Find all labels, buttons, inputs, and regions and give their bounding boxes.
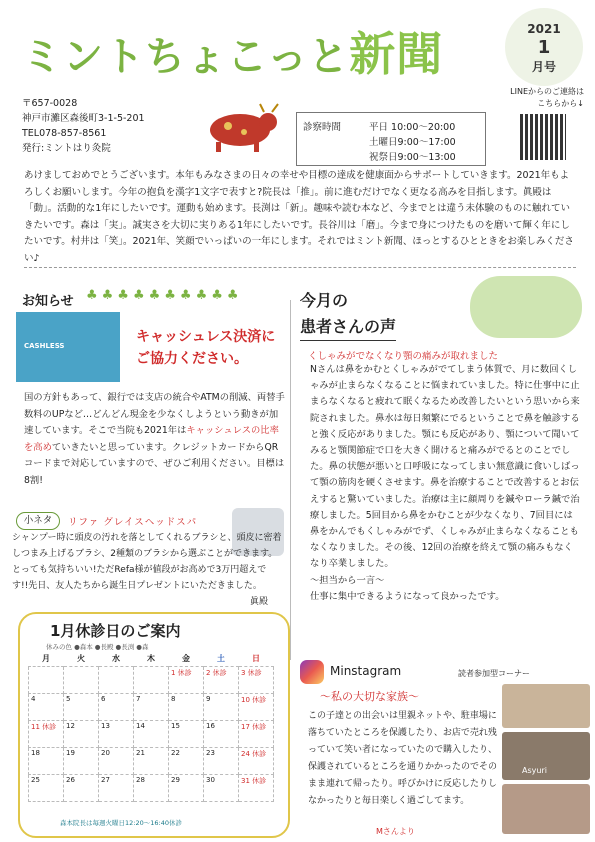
calendar-day-cell: [29, 667, 64, 694]
calendar-day-cell: 26: [64, 775, 99, 802]
tip-body: シャンプー時に頭皮の汚れを落としてくれるブラシと、頭皮に密着しつまみ上げるブラシ、2種類のブラシから選ぶことができます。とっても気持ちいい!ただRefa様が値段がお高めで3万円超えです!!先日、友人たちから誕生日プレゼントにいただきました。: [12, 533, 282, 591]
issue-year: 2021: [527, 22, 561, 36]
calendar-day-cell: 20: [99, 748, 134, 775]
cashless-headline-2: ご協力ください。: [136, 351, 248, 367]
line-qr-code[interactable]: [520, 114, 566, 160]
ox-illustration: [198, 96, 282, 154]
cashless-headline: [136, 326, 275, 370]
calendar-day-cell: 7: [134, 694, 169, 721]
insta-subheading: 読者参加型コーナー: [458, 669, 530, 678]
voice-heading: [300, 288, 396, 341]
tip-signature: 眞殿: [250, 597, 269, 607]
hours-label: 診察時間: [303, 122, 342, 133]
newsletter-title: [22, 18, 443, 84]
calendar-day-header: 月: [29, 650, 64, 667]
calendar-day-cell: 16: [204, 721, 239, 748]
notice-body-highlight: キャッシュレスの比率を高め: [24, 425, 279, 453]
line-caption-1: LINEからのご連絡は: [510, 87, 584, 96]
publisher: 発行:ミントはり灸院: [22, 143, 111, 154]
photo-caption: Asyuri: [522, 766, 547, 775]
notice-body-1: 国の方針もあって、銀行では支店の統合やATMの削減、両替手数料のUPなど…どんどん現金を少なくしようという動きが加速しています。そこで当院も2021年は: [24, 392, 285, 436]
hours-holiday: 祝祭日9:00〜13:00: [369, 152, 456, 163]
calendar-day-cell: 2 休診: [204, 667, 239, 694]
calendar-day-cell: 3 休診: [239, 667, 274, 694]
calendar-day-cell: [64, 667, 99, 694]
calendar-day-cell: 24 休診: [239, 748, 274, 775]
notice-body: [24, 390, 286, 489]
cashless-image: [16, 312, 120, 382]
calendar-day-cell: 6: [99, 694, 134, 721]
issue-month: 1: [537, 37, 551, 58]
postal-code: 〒657-0028: [22, 98, 78, 109]
notice-body-2: ていきたいと思っています。クレジットカードからQRコードまで対応していますので、ぜひご利用ください。目標は8割!: [24, 441, 285, 486]
calendar-day-cell: 30: [204, 775, 239, 802]
cat-photo: [502, 684, 590, 728]
issue-badge: [505, 8, 583, 86]
insta-body: この子達との出会いは里親ネットや、駐車場に落ちていたところを保護したり、お店で売れ残っていて笑い者になっていたので購入したり、保護されているところを通りかかったのでその まま連れて帰ったり。呼びかけに反応したりしなかったりと毎日楽しく過ごしてます。: [308, 711, 498, 806]
title-main: ミントちょこっと: [22, 34, 350, 80]
calendar-day-cell: 23: [204, 748, 239, 775]
calendar-title: 1月休診日のご案内: [50, 622, 181, 640]
calendar-day-cell: 14: [134, 721, 169, 748]
calendar-day-cell: 27: [99, 775, 134, 802]
column-divider: [290, 300, 291, 660]
holiday-calendar: [28, 650, 274, 802]
consultation-hours: [296, 112, 486, 166]
clinic-address: [22, 96, 145, 156]
calendar-day-cell: 4: [29, 694, 64, 721]
voice-body-text: Nさんは鼻をかむとくしゃみがでてしまう体質で、月に数回くしゃみが止まらなくなることに悩まれていました。特に仕事中に止まらなくなると疲れて眠くなるため改善したいという思いから来院されました。鼻水は毎日頻繁にでるということで鼻を触診すると強く反応がありました。顎にも反応があり、顎について聞いてみると顎関節症で口を大きく開けると痛みがでるとのことでした。鼻の状態が悪いと口呼吸になってしまい無意識に食いしばって顎の筋肉を硬くさせます。鼻を治療することで改善するとお伝えすると驚いていました。治療は主に顔周りを鍼やローラ鍼で治療しました。5回目から鼻をかむことが少なくなり、7回目には鼻をかんでもくしゃみがでず、くしゃみが止まらなくなることもなくなりました。その後、12回の治療を終えて顎の痛みもなくなり卒業しました。: [310, 364, 580, 570]
calendar-day-cell: 19: [64, 748, 99, 775]
calendar-day-cell: 28: [134, 775, 169, 802]
calendar-day-cell: [134, 667, 169, 694]
calendar-day-cell: [99, 667, 134, 694]
calendar-day-cell: 25: [29, 775, 64, 802]
tip-tag: 小ネタ: [16, 512, 60, 530]
calendar-day-cell: 8: [169, 694, 204, 721]
voice-staff-label: 〜担当から一言〜: [310, 574, 385, 586]
calendar-day-cell: 5: [64, 694, 99, 721]
calendar-day-cell: 21: [134, 748, 169, 775]
calendar-day-cell: 11 休診: [29, 721, 64, 748]
issue-month-unit: 月号: [531, 60, 556, 74]
title-big: 新聞: [349, 27, 444, 81]
calendar-day-header: 金: [169, 650, 204, 667]
calendar-note: 森本院長は毎週火曜日12:20〜16:40休診: [60, 819, 182, 827]
intro-text: [24, 168, 576, 268]
intro-paragraph: あけましておめでとうございます。本年もみなさまの日々の幸せや目標の達成を健康面からサポートしていきます。2021年もよろしくお願いします。今年の抱負を漢字1文字で表すと?院長は「推」。前に進むだけでなく更なる高みを目指します。眞殿は「動」。活動的な1年にしたいです。運動も始めます。長渕は「新」。趣味や読む本など、今までとは違う未体験のものに触れていきたいです。森は「実」。誠実さを大切に実りある1年にしたいです。長谷川は「磨」。今まで身につけたものを磨いて輝く年にしたいです。村井は「笑」。2021年、笑顔でいっぱいの一年にします。それではミント新聞、ほっとするひとときをお楽しみください♪: [24, 168, 576, 268]
calendar-day-cell: 1 休診: [169, 667, 204, 694]
telephone: TEL078-857-8561: [22, 128, 107, 139]
voice-body: [310, 362, 582, 605]
voice-heading-2: 患者さんの声: [300, 314, 396, 341]
calendar-day-cell: 9: [204, 694, 239, 721]
calendar-day-header: 水: [99, 650, 134, 667]
calendar-day-cell: 10 休診: [239, 694, 274, 721]
insta-title: 〜私の大切な家族〜: [320, 690, 419, 703]
line-caption: [488, 86, 584, 110]
calendar-day-cell: 15: [169, 721, 204, 748]
line-caption-2: こちらから↓: [537, 99, 584, 108]
family-illustration: [470, 276, 582, 338]
cat-photo: [502, 732, 590, 780]
voice-headline: くしゃみがでなくなり顎の痛みが取れました: [308, 351, 499, 362]
calendar-day-cell: 13: [99, 721, 134, 748]
sprout-decoration: ♣♣♣♣♣♣♣♣♣♣: [86, 288, 243, 303]
cashless-headline-1: キャッシュレス決済に: [136, 329, 276, 345]
notice-heading: お知らせ: [22, 294, 74, 309]
voice-staff-comment: 仕事に集中できるようになって良かったです。: [310, 590, 505, 602]
calendar-day-cell: 18: [29, 748, 64, 775]
hours-saturday: 土曜日9:00〜17:00: [369, 137, 456, 148]
calendar-day-cell: 29: [169, 775, 204, 802]
cashless-image-label: CASHLESS: [24, 342, 65, 350]
calendar-legend: 休みの色 ●森本 ●長殿 ●長渕 ●森: [46, 643, 149, 651]
calendar-day-cell: 12: [64, 721, 99, 748]
calendar-day-cell: 17 休診: [239, 721, 274, 748]
insta-signature: Mさんより: [376, 827, 415, 836]
instagram-icon: [300, 660, 324, 684]
hours-weekday: 平日 10:00〜20:00: [369, 122, 456, 133]
calendar-day-header: 日: [239, 650, 274, 667]
calendar-day-header: 火: [64, 650, 99, 667]
tip-title: リファ グレイスヘッドスパ: [68, 517, 198, 528]
calendar-day-cell: 22: [169, 748, 204, 775]
cat-photo: [502, 784, 590, 834]
voice-heading-1: 今月の: [300, 291, 349, 310]
street-address: 神戸市灘区森後町3-1-5-201: [22, 113, 145, 124]
calendar-day-cell: 31 休診: [239, 775, 274, 802]
insta-heading: Minstagram: [330, 664, 402, 678]
calendar-day-header: 木: [134, 650, 169, 667]
calendar-day-header: 土: [204, 650, 239, 667]
